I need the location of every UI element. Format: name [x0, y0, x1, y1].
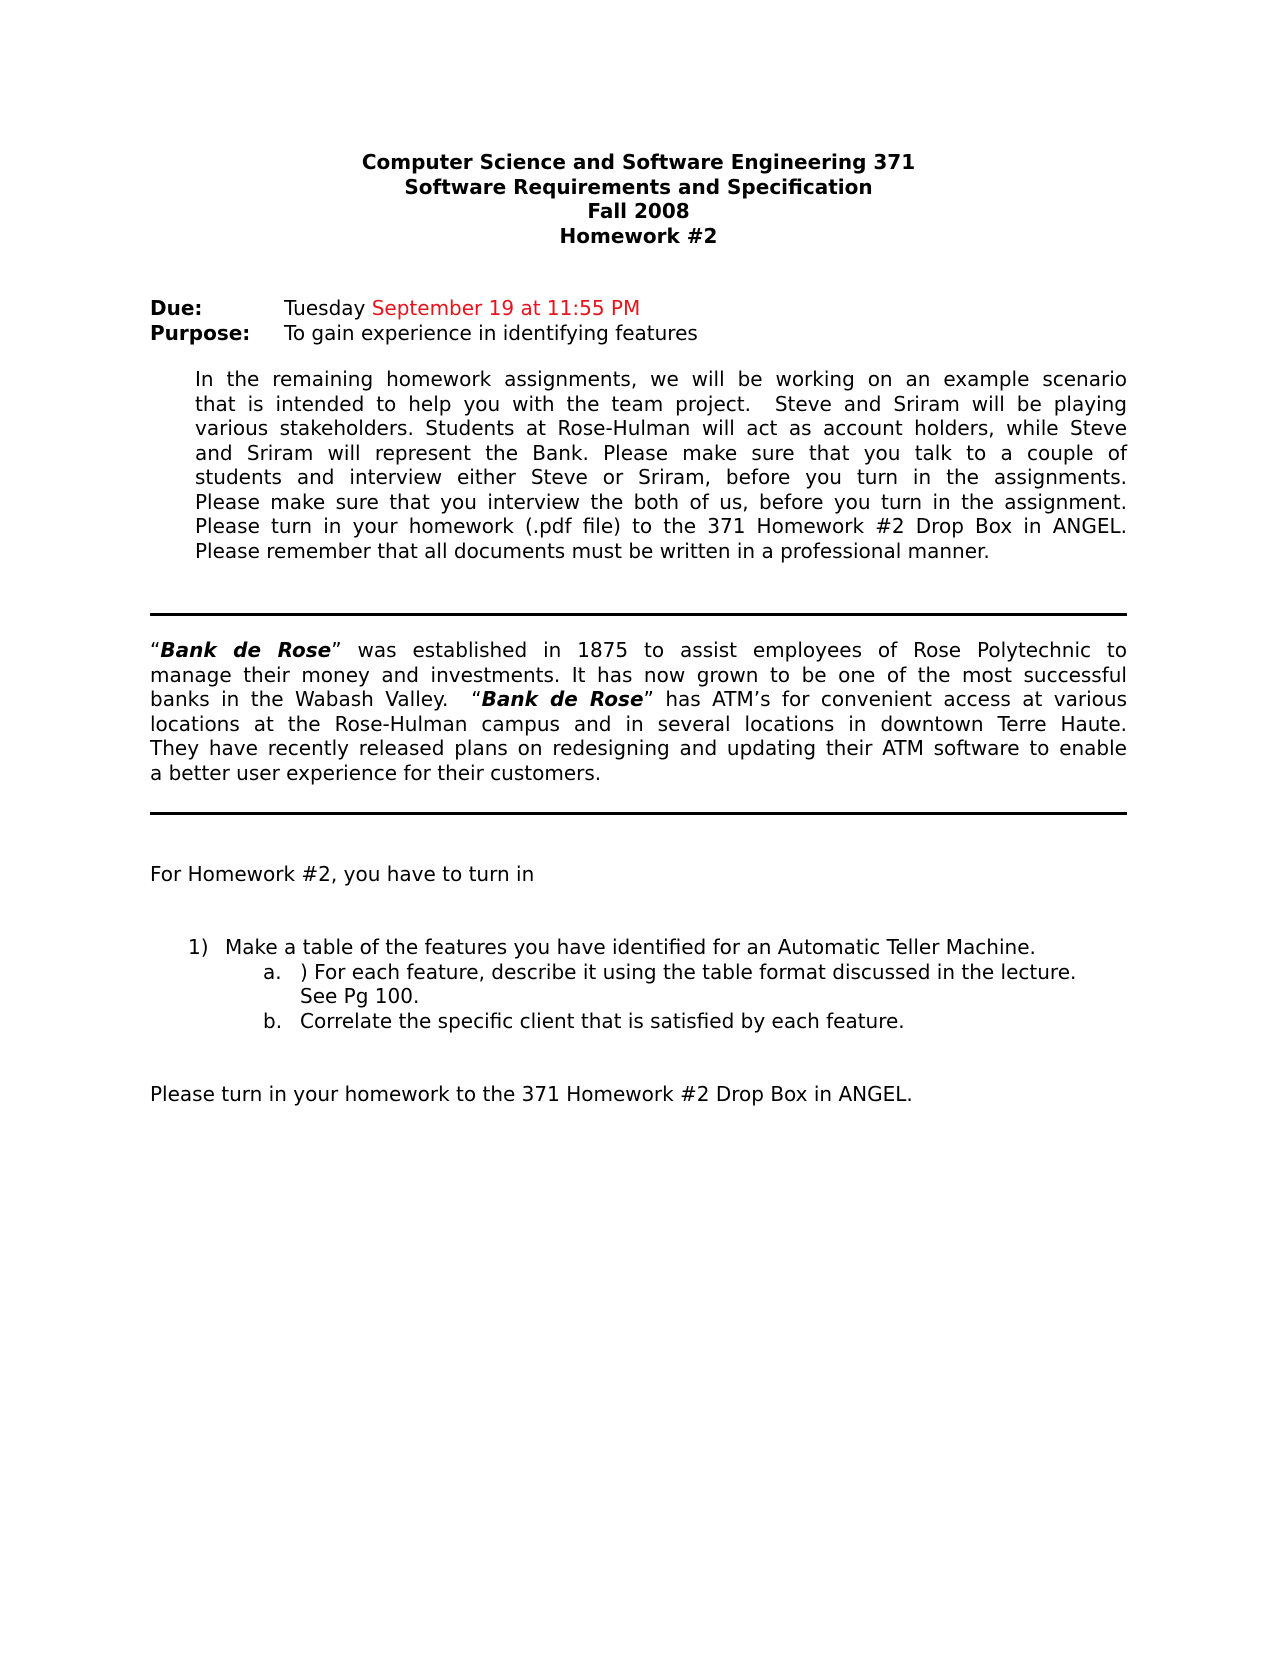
scenario-line: locations at the Rose-Hulman campus and in several locations in downtown Terre Haute. [150, 711, 1127, 736]
due-day: Tuesday [284, 296, 372, 320]
scenario-paragraph [150, 638, 1127, 785]
due-row [150, 296, 1127, 321]
due-label: Due: [150, 296, 203, 320]
due-value [284, 296, 640, 321]
scenario-text: banks in the Wabash Valley. “ [150, 687, 482, 711]
scenario-text: ” has ATM’s for convenient access at various [643, 687, 1127, 711]
closing-note: Please turn in your homework to the 371 Homework #2 Drop Box in ANGEL. [150, 1082, 913, 1106]
scenario-line: They have recently released plans on redesigning and updating their ATM software to enable [150, 736, 1127, 760]
purpose-row [150, 321, 1127, 346]
assignment-title: Homework #2 [559, 223, 718, 248]
list-item [150, 935, 1127, 960]
intro-line: Please make sure that you interview the both of us, before you turn in the assignment. [195, 489, 1127, 514]
scenario-text: was established in 1875 to assist employees of Rose Polytechnic to [341, 638, 1128, 662]
item-text: Make a table of the features you have identified for an Automatic Teller Machine. [225, 935, 1036, 959]
intro-line: and Sriram will represent the Bank. Please make sure that you talk to a couple of [195, 440, 1127, 465]
course-title: Computer Science and Software Engineering 371 [361, 150, 916, 174]
scenario-line [150, 638, 1127, 663]
sub-marker: b. [263, 1008, 283, 1033]
intro-line: various stakeholders. Students at Rose-Hulman will act as account holders, while Steve [195, 416, 1127, 440]
sub-line: See Pg 100. [300, 984, 420, 1008]
item-number: 1) [188, 935, 209, 959]
bank-name: Bank de Rose [481, 687, 644, 711]
sub-line: ) For each feature, describe it using the table format discussed in the lecture. [300, 959, 1077, 984]
intro-line: Please turn in your homework (.pdf file) to the 371 Homework #2 Drop Box in ANGEL. [195, 514, 1127, 538]
intro-paragraph [195, 367, 1127, 563]
intro-line: In the remaining homework assignments, we will be working on an example scenario [195, 367, 1127, 391]
intro-line: Please remember that all documents must be written in a professional manner. [195, 538, 990, 563]
scenario-line: manage their money and investments. It has now grown to be one of the most successful [150, 662, 1127, 687]
scenario-line: a better user experience for their customers. [150, 760, 602, 785]
intro-line: students and interview either Steve or Sriram, before you turn in the assignments. [195, 465, 1127, 489]
close-quote: ” [331, 638, 342, 662]
bank-name: Bank de Rose [160, 638, 332, 662]
sub-item-a [150, 960, 1127, 1009]
assignment-meta [150, 296, 1127, 345]
sub-text: Correlate the specific client that is satisfied by each feature. [300, 1008, 905, 1033]
purpose-label: Purpose: [150, 320, 251, 345]
document-header [150, 150, 1127, 248]
sub-item-b [150, 1009, 1127, 1034]
turn-in-intro: For Homework #2, you have to turn in [150, 862, 535, 886]
open-quote: “ [150, 638, 161, 662]
intro-line: that is intended to help you with the team project. Steve and Sriram will be playing [195, 391, 1127, 416]
sub-text [300, 960, 1127, 1009]
purpose-value: To gain experience in identifying features [284, 320, 698, 345]
top-divider [150, 613, 1127, 616]
course-subtitle: Software Requirements and Specification [404, 174, 873, 199]
sub-marker: a. [263, 959, 282, 984]
term: Fall 2008 [587, 199, 690, 223]
due-date: September 19 at 11:55 PM [371, 296, 641, 320]
bottom-divider [150, 812, 1127, 815]
requirements-list [150, 935, 1127, 1033]
scenario-line [150, 687, 1127, 712]
